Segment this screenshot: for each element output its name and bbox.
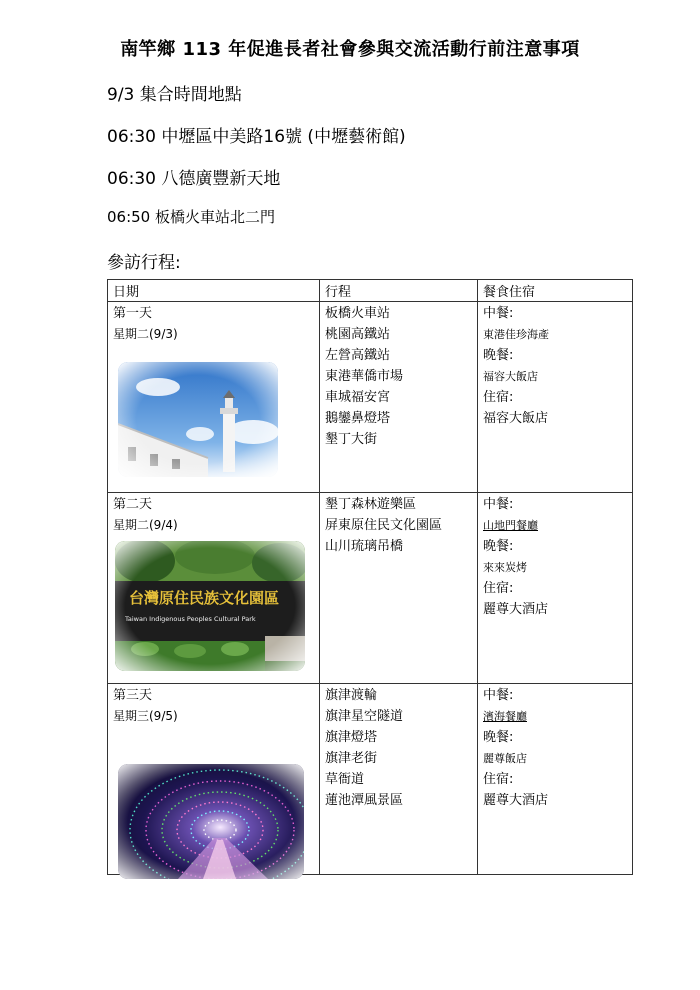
route-item: 蓮池潭風景區	[325, 793, 404, 808]
route-item: 旗津燈塔	[325, 730, 378, 745]
lunch-value: 山地門餐廳	[483, 519, 538, 532]
stay-label: 住宿:	[483, 390, 514, 405]
stay-label: 住宿:	[483, 772, 514, 787]
day-date: 星期二(9/4)	[113, 518, 178, 532]
day-date: 星期二(9/3)	[113, 327, 178, 341]
dinner-label: 晚餐:	[483, 348, 514, 363]
route-item: 東港華僑市場	[325, 369, 404, 384]
stay-value: 麗尊大酒店	[483, 602, 549, 617]
route-cell	[320, 302, 478, 493]
dinner-label: 晚餐:	[483, 539, 514, 554]
lunch-value: 東港佳珍海產	[483, 328, 549, 341]
route-item: 山川琉璃吊橋	[325, 539, 404, 554]
stay-label: 住宿:	[483, 581, 514, 596]
route-item: 左營高鐵站	[325, 348, 391, 363]
lunch-label: 中餐:	[483, 497, 514, 512]
route-cell	[320, 684, 478, 875]
dinner-value: 來來炭烤	[483, 561, 527, 574]
lighthouse-photo	[118, 362, 278, 477]
route-item: 墾丁大街	[325, 432, 378, 447]
stay-value: 福容大飯店	[483, 411, 549, 426]
lunch-label: 中餐:	[483, 688, 514, 703]
route-item: 草衙道	[325, 772, 365, 787]
route-item: 鵝鑾鼻燈塔	[325, 411, 391, 426]
lunch-label: 中餐:	[483, 306, 514, 321]
itinerary-label: 參訪行程:	[107, 253, 181, 273]
dinner-value: 麗尊飯店	[483, 752, 527, 765]
table-header-row	[108, 280, 633, 302]
route-item: 旗津老街	[325, 751, 378, 766]
meal-cell	[478, 493, 633, 684]
day-label: 第一天	[113, 306, 153, 321]
route-item: 板橋火車站	[325, 306, 391, 321]
meeting-point-1: 06:30 中壢區中美路16號 (中壢藝術館)	[107, 127, 406, 147]
route-item: 車城福安宮	[325, 390, 391, 405]
meeting-point-2: 06:30 八德廣豐新天地	[107, 169, 281, 189]
route-item: 屏東原住民文化園區	[325, 518, 443, 533]
meal-cell	[478, 684, 633, 875]
meal-cell	[478, 302, 633, 493]
route-item: 桃園高鐵站	[325, 327, 391, 342]
header-date: 日期	[108, 280, 320, 302]
meeting-point-3: 06:50 板橋火車站北二門	[107, 208, 275, 226]
day-label: 第二天	[113, 497, 153, 512]
route-item: 旗津渡輪	[325, 688, 378, 703]
header-meals: 餐食住宿	[478, 280, 633, 302]
dinner-label: 晚餐:	[483, 730, 514, 745]
document-title: 南竿鄉 113 年促進長者社會參與交流活動行前注意事項	[120, 39, 580, 60]
route-item: 旗津星空隧道	[325, 709, 404, 724]
light-tunnel-photo	[118, 764, 304, 879]
day-label: 第三天	[113, 688, 153, 703]
route-item: 墾丁森林遊樂區	[325, 497, 417, 512]
route-cell	[320, 493, 478, 684]
cultural-park-photo	[115, 541, 305, 671]
meeting-heading: 9/3 集合時間地點	[107, 85, 242, 105]
lunch-value: 濱海餐廳	[483, 710, 527, 723]
day-date: 星期三(9/5)	[113, 709, 178, 723]
dinner-value: 福容大飯店	[483, 370, 538, 383]
header-route: 行程	[320, 280, 478, 302]
stay-value: 麗尊大酒店	[483, 793, 549, 808]
